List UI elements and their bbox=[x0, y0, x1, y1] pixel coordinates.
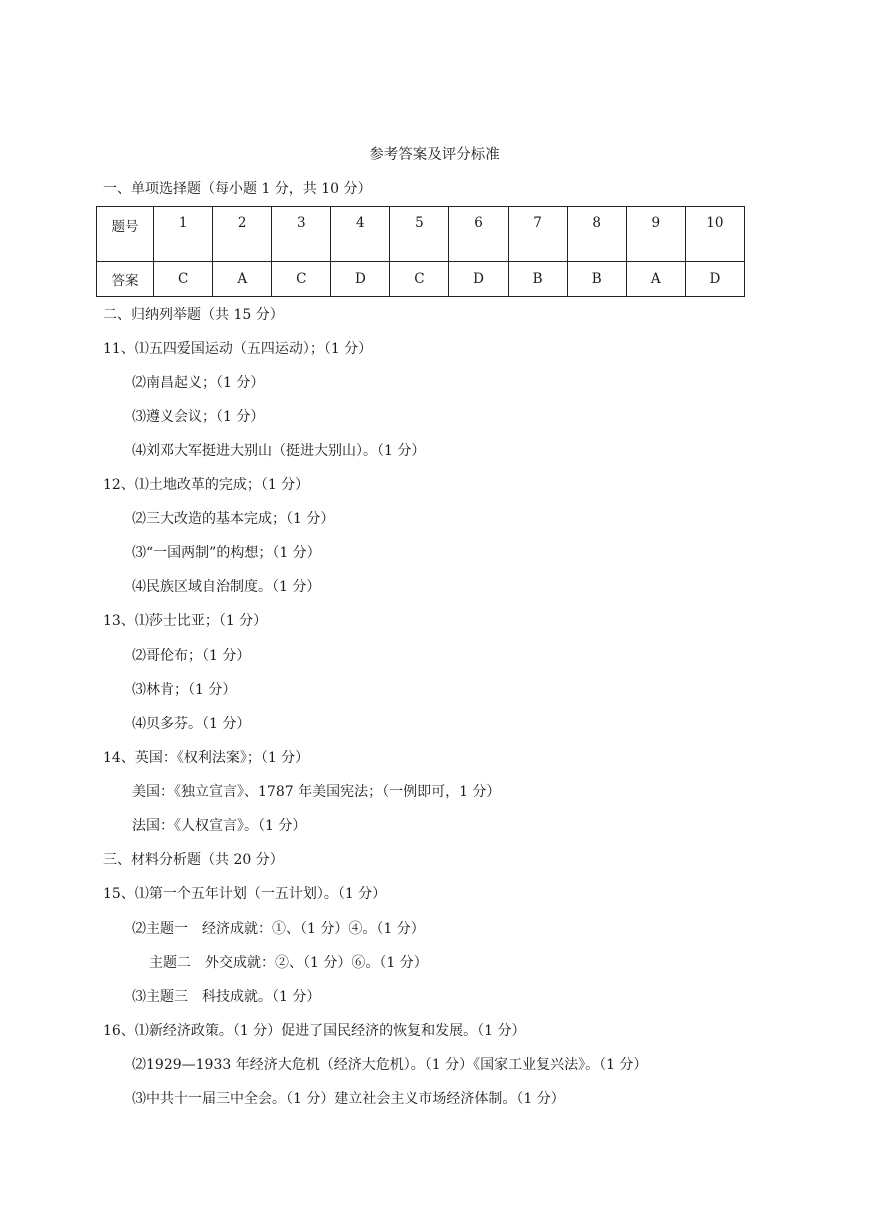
answer-table bbox=[96, 206, 745, 297]
q14-item-2: 美国：《独立宣言》、1787 年美国宪法；（一例即可，1 分） bbox=[132, 784, 501, 800]
q12-item-3: ⑶“一国两制”的构想；（1 分） bbox=[132, 545, 321, 561]
q16-item-3: ⑶中共十一届三中全会。（1 分）建立社会主义市场经济体制。（1 分） bbox=[132, 1091, 565, 1107]
question-number: 10 bbox=[685, 207, 744, 262]
answer-row bbox=[97, 262, 745, 297]
question-number-row bbox=[97, 207, 745, 262]
answer-cell: A bbox=[213, 262, 272, 297]
answer-cell: C bbox=[390, 262, 449, 297]
question-number: 5 bbox=[390, 207, 449, 262]
question-number: 6 bbox=[449, 207, 508, 262]
answer-cell: B bbox=[508, 262, 567, 297]
q12-item-2: ⑵三大改造的基本完成；（1 分） bbox=[132, 511, 335, 527]
section-2-heading: 二、归纳列举题（共 15 分） bbox=[103, 307, 284, 323]
section-3-heading: 三、材料分析题（共 20 分） bbox=[103, 852, 284, 868]
question-number: 2 bbox=[213, 207, 272, 262]
q16-item-1: 16、⑴新经济政策。（1 分）促进了国民经济的恢复和发展。（1 分） bbox=[103, 1023, 526, 1039]
question-number: 9 bbox=[626, 207, 685, 262]
q16-item-2: ⑵1929—1933 年经济大危机（经济大危机）。（1 分）《国家工业复兴法》。（1 分） bbox=[132, 1057, 648, 1073]
q11-item-1: 11、⑴五四爱国运动（五四运动）；（1 分） bbox=[103, 341, 373, 357]
q14-item-3: 法国：《人权宣言》。（1 分） bbox=[132, 818, 307, 834]
q14-item-1: 14、英国：《权利法案》；（1 分） bbox=[103, 750, 310, 766]
q12-item-4: ⑷民族区域自治制度。（1 分） bbox=[132, 579, 321, 595]
q13-item-1: 13、⑴莎士比亚；（1 分） bbox=[103, 613, 268, 629]
q13-item-4: ⑷贝多芬。（1 分） bbox=[132, 716, 251, 732]
q11-item-2: ⑵南昌起义；（1 分） bbox=[132, 375, 265, 391]
section-1-heading: 一、单项选择题（每小题 1 分，共 10 分） bbox=[103, 181, 372, 197]
q15-item-1: 15、⑴第一个五年计划（一五计划）。（1 分） bbox=[103, 886, 387, 902]
question-number: 7 bbox=[508, 207, 567, 262]
answer-cell: D bbox=[449, 262, 508, 297]
answer-cell: B bbox=[567, 262, 626, 297]
q15-item-4: ⑶主题三 科技成就。（1 分） bbox=[132, 989, 321, 1005]
question-number: 8 bbox=[567, 207, 626, 262]
page-title: 参考答案及评分标准 bbox=[369, 147, 500, 163]
q12-item-1: 12、⑴土地改革的完成；（1 分） bbox=[103, 477, 310, 493]
answer-cell: C bbox=[272, 262, 331, 297]
answer-cell: D bbox=[331, 262, 390, 297]
answer-cell: C bbox=[154, 262, 213, 297]
question-number: 1 bbox=[154, 207, 213, 262]
q11-item-3: ⑶遵义会议；（1 分） bbox=[132, 409, 265, 425]
row-label-answer: 答案 bbox=[97, 262, 154, 297]
question-number: 3 bbox=[272, 207, 331, 262]
q11-item-4: ⑷刘邓大军挺进大别山（挺进大别山）。（1 分） bbox=[132, 443, 426, 459]
answer-cell: A bbox=[626, 262, 685, 297]
q13-item-2: ⑵哥伦布；（1 分） bbox=[132, 648, 251, 664]
question-number: 4 bbox=[331, 207, 390, 262]
q13-item-3: ⑶林肯；（1 分） bbox=[132, 682, 237, 698]
q15-item-2: ⑵主题一 经济成就：①、（1 分）④。（1 分） bbox=[132, 921, 425, 937]
answer-cell: D bbox=[685, 262, 744, 297]
row-label-question: 题号 bbox=[97, 207, 154, 262]
q15-item-3: 主题二 外交成就：②、（1 分）⑥。（1 分） bbox=[149, 955, 428, 971]
